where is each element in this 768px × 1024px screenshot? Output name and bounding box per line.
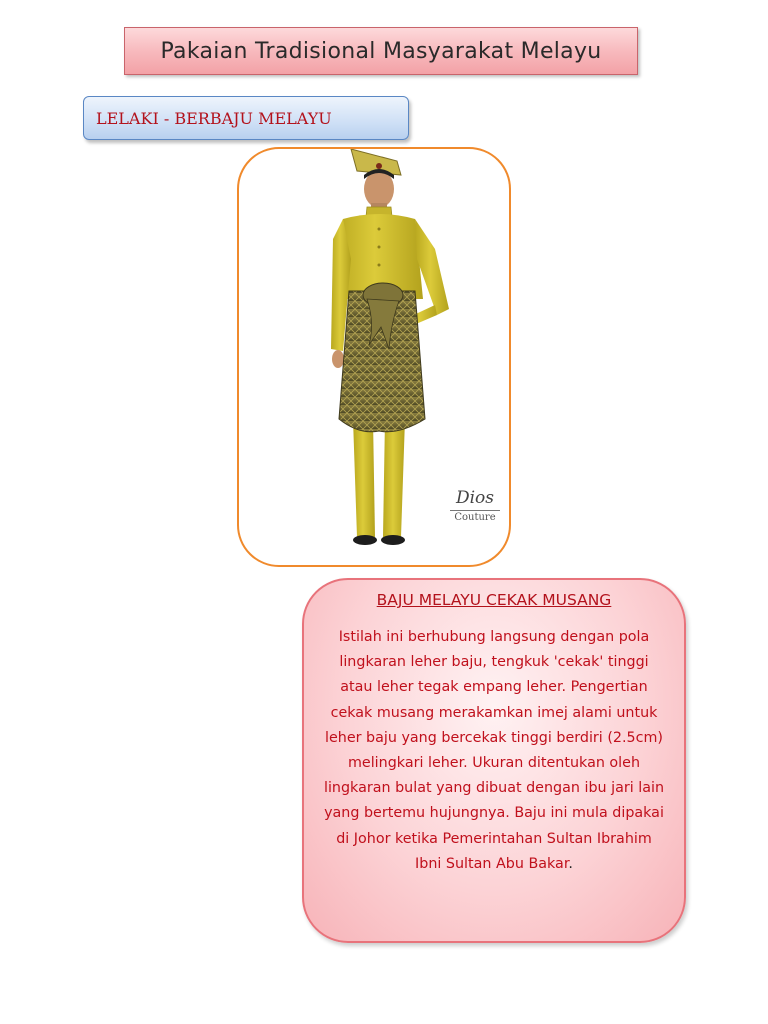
left-shoe [353, 535, 377, 545]
info-title: BAJU MELAYU CEKAK MUSANG [376, 591, 612, 609]
right-sleeve [415, 219, 449, 315]
right-shoe [381, 535, 405, 545]
info-body-end: . [568, 855, 573, 872]
photo-frame [237, 147, 511, 567]
page-title-box [124, 27, 638, 75]
logo-line1: Dios [455, 488, 495, 508]
logo-line2: Couture [450, 510, 500, 525]
info-body-text: Istilah ini berhubung langsung dengan pola lingkaran leher baju, tengkuk 'cekak' tinggi atau leher tegak empang leher. Pengertian cekak musang merakamkan imej alami untuk leher baju yang bercekak tinggi berdiri (2.5cm) melingkari leher. Ukuran ditentukan oleh lingkaran bulat yang dibuat dengan ibu jari lain yang bertemu hujungnya. Baju ini mula dipakai di Johor ketika Pemerintahan Sultan Ibrahim Ibni Sultan Abu Bakar [323, 629, 665, 872]
section-heading: LELAKI - BERBAJU MELAYU [96, 108, 332, 128]
dios-couture-logo [450, 488, 500, 534]
info-body [322, 625, 666, 877]
section-heading-box [83, 96, 409, 140]
info-box [302, 578, 686, 943]
page-title: Pakaian Tradisional Masyarakat Melayu [160, 38, 602, 64]
seluar [353, 419, 375, 537]
